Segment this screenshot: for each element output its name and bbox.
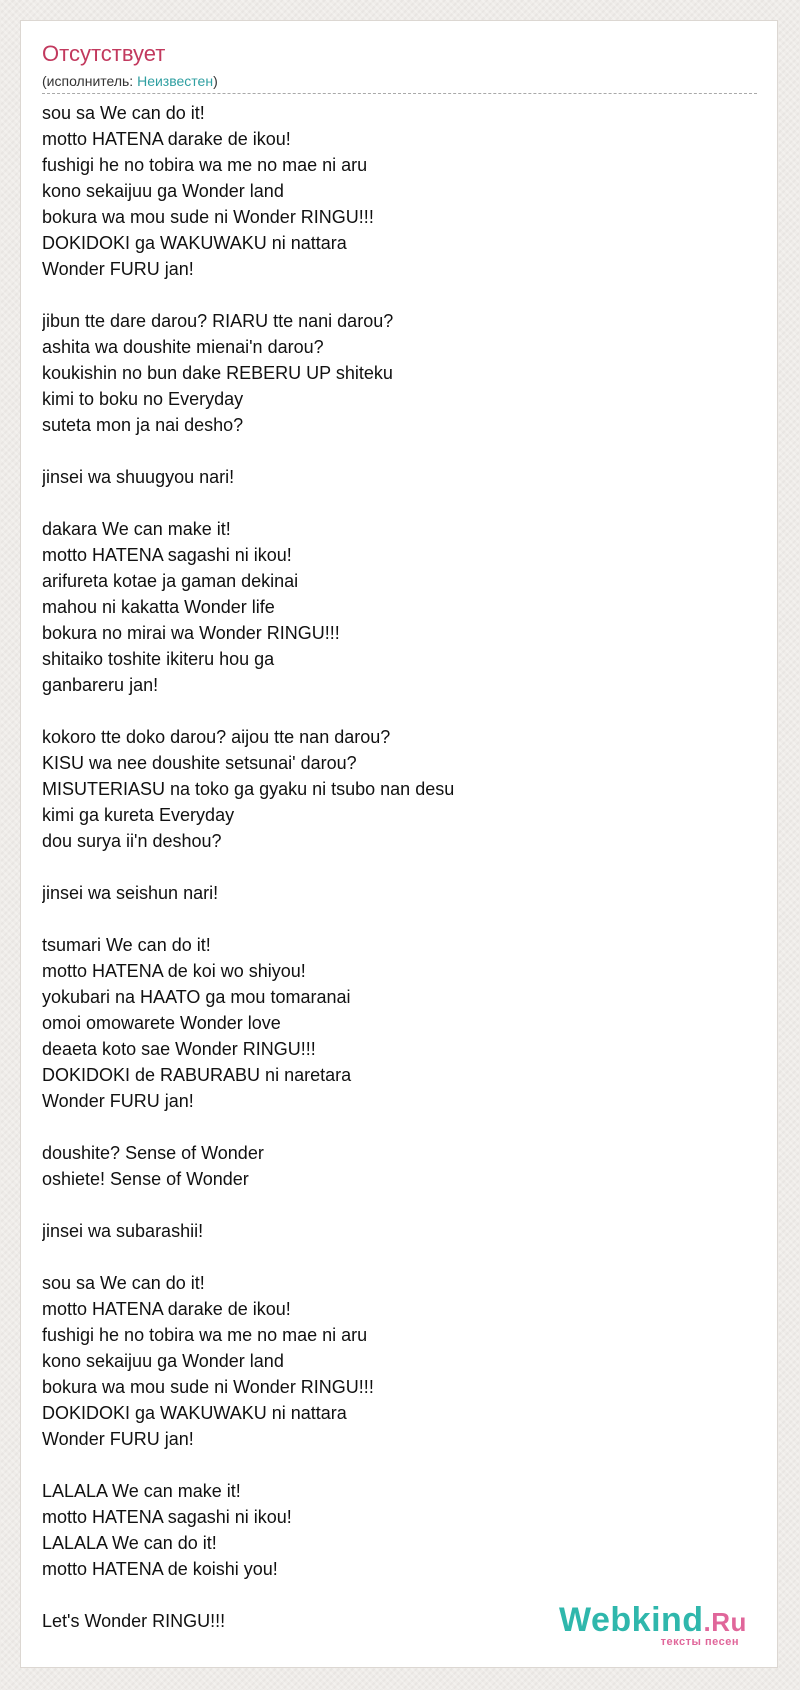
- lyric-line: jinsei wa shuugyou nari!: [42, 467, 235, 487]
- lyric-line: dou surya ii'n deshou?: [42, 831, 222, 851]
- lyric-line: kono sekaijuu ga Wonder land: [42, 181, 284, 201]
- lyric-line: motto HATENA sagashi ni ikou!: [42, 545, 292, 565]
- lyric-line: bokura no mirai wa Wonder RINGU!!!: [42, 623, 340, 643]
- lyric-blank-line: [42, 490, 732, 516]
- lyric-line: Wonder FURU jan!: [42, 1091, 194, 1111]
- lyric-line: dakara We can make it!: [42, 519, 231, 539]
- lyric-line: suteta mon ja nai desho?: [42, 415, 244, 435]
- lyric-line: ashita wa doushite mienai'n darou?: [42, 337, 324, 357]
- logo-wordmark: [559, 1603, 747, 1637]
- lyric-line: oshiete! Sense of Wonder: [42, 1169, 249, 1189]
- lyric-line: kimi ga kureta Everyday: [42, 805, 235, 825]
- lyric-line: ganbareru jan!: [42, 675, 159, 695]
- lyric-blank-line: [42, 906, 732, 932]
- lyrics-body: [42, 100, 732, 1634]
- logo-tld: .Ru: [703, 1607, 747, 1637]
- lyric-blank-line: [42, 854, 732, 880]
- lyric-line: mahou ni kakatta Wonder life: [42, 597, 275, 617]
- lyric-line: sou sa We can do it!: [42, 103, 205, 123]
- lyric-line: shitaiko toshite ikiteru hou ga: [42, 649, 275, 669]
- lyric-blank-line: [42, 698, 732, 724]
- lyric-line: bokura wa mou sude ni Wonder RINGU!!!: [42, 1377, 374, 1397]
- lyric-line: kokoro tte doko darou? aijou tte nan darou?: [42, 727, 391, 747]
- lyric-line: bokura wa mou sude ni Wonder RINGU!!!: [42, 207, 374, 227]
- lyric-line: jinsei wa seishun nari!: [42, 883, 219, 903]
- logo-tagline: тексты песен: [660, 1636, 739, 1648]
- lyric-blank-line: [42, 1192, 732, 1218]
- lyric-line: sou sa We can do it!: [42, 1273, 205, 1293]
- lyrics-card: [20, 20, 778, 1668]
- lyric-line: kono sekaijuu ga Wonder land: [42, 1351, 284, 1371]
- lyric-line: motto HATENA sagashi ni ikou!: [42, 1507, 292, 1527]
- lyric-line: LALALA We can do it!: [42, 1533, 217, 1553]
- artist-link[interactable]: Неизвестен: [137, 73, 214, 89]
- artist-suffix: ): [213, 73, 218, 89]
- lyric-line: MISUTERIASU na toko ga gyaku ni tsubo nan desu: [42, 779, 455, 799]
- lyric-line: motto HATENA darake de ikou!: [42, 1299, 291, 1319]
- lyric-line: DOKIDOKI de RABURABU ni naretara: [42, 1065, 352, 1085]
- lyric-blank-line: [42, 282, 732, 308]
- lyric-line: omoi omowarete Wonder love: [42, 1013, 281, 1033]
- lyric-line: koukishin no bun dake REBERU UP shiteku: [42, 363, 393, 383]
- lyric-line: deaeta koto sae Wonder RINGU!!!: [42, 1039, 316, 1059]
- lyric-line: motto HATENA de koishi you!: [42, 1559, 278, 1579]
- lyric-line: arifureta kotae ja gaman dekinai: [42, 571, 299, 591]
- lyric-line: DOKIDOKI ga WAKUWAKU ni nattara: [42, 233, 347, 253]
- lyric-line: LALALA We can make it!: [42, 1481, 241, 1501]
- artist-prefix: (исполнитель:: [42, 73, 138, 89]
- lyric-blank-line: [42, 1244, 732, 1270]
- song-title: Отсутствует: [42, 41, 166, 66]
- lyric-line: Let's Wonder RINGU!!!: [42, 1611, 226, 1631]
- artist-byline: [42, 74, 218, 88]
- lyric-line: Wonder FURU jan!: [42, 259, 194, 279]
- lyric-line: kimi to boku no Everyday: [42, 389, 244, 409]
- lyric-line: KISU wa nee doushite setsunai' darou?: [42, 753, 357, 773]
- lyric-line: tsumari We can do it!: [42, 935, 211, 955]
- title-divider: [42, 93, 757, 94]
- lyric-blank-line: [42, 1114, 732, 1140]
- lyric-line: Wonder FURU jan!: [42, 1429, 194, 1449]
- lyric-line: yokubari na HAATO ga mou tomaranai: [42, 987, 351, 1007]
- logo-name: Webkind: [559, 1601, 704, 1639]
- lyric-line: jinsei wa subarashii!: [42, 1221, 204, 1241]
- lyric-line: motto HATENA darake de ikou!: [42, 129, 291, 149]
- lyric-line: fushigi he no tobira wa me no mae ni aru: [42, 155, 368, 175]
- lyric-line: fushigi he no tobira wa me no mae ni aru: [42, 1325, 368, 1345]
- lyric-line: doushite? Sense of Wonder: [42, 1143, 264, 1163]
- lyric-blank-line: [42, 438, 732, 464]
- lyric-line: DOKIDOKI ga WAKUWAKU ni nattara: [42, 1403, 347, 1423]
- webkind-logo[interactable]: [559, 1603, 749, 1649]
- lyric-line: motto HATENA de koi wo shiyou!: [42, 961, 306, 981]
- lyric-blank-line: [42, 1452, 732, 1478]
- lyric-line: jibun tte dare darou? RIARU tte nani darou?: [42, 311, 394, 331]
